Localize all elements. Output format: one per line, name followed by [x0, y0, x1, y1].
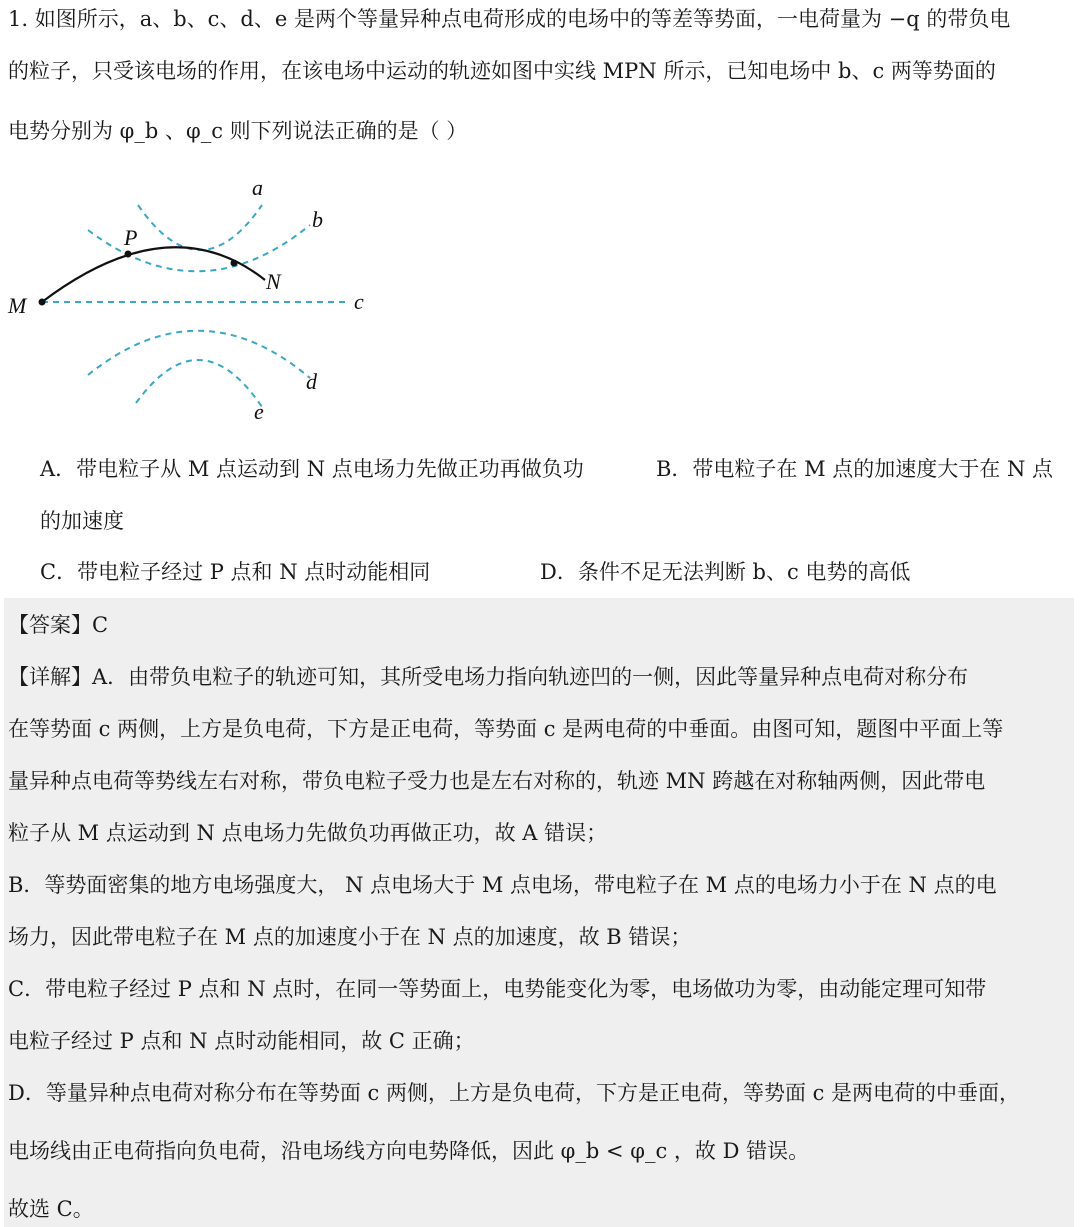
trajectory-MPN [42, 247, 265, 302]
equipotential-figure [0, 175, 380, 425]
point-N-dot [231, 260, 238, 267]
equipotential-a [138, 205, 262, 250]
option-D: D．条件不足无法判断 b、c 电势的高低 [540, 560, 911, 584]
equipotential-d [88, 331, 310, 378]
answer-line: 【答案】C [8, 613, 109, 637]
explanation-line: C．带电粒子经过 P 点和 N 点时，在同一等势面上，电势能变化为零，电场做功为零，由动能定理可知带 [8, 977, 987, 1001]
explanation-line: 电场线由正电荷指向负电荷，沿电场线方向电势降低，因此 φ_b < φ_c ，故 D 错误。 [8, 1139, 810, 1163]
option-A-cont: 的加速度 [40, 509, 124, 533]
label-M: M [8, 293, 27, 318]
explanation-line: 在等势面 c 两侧，上方是负电荷，下方是正电荷，等势面 c 是两电荷的中垂面。由图可知，题图中平面上等 [8, 717, 1004, 741]
option-C: C．带电粒子经过 P 点和 N 点时动能相同 [40, 560, 431, 584]
point-P [125, 251, 132, 258]
option-A: A．带电粒子从 M 点运动到 N 点电场力先做正功再做负功 [40, 457, 584, 481]
explanation-line: B．等势面密集的地方电场强度大， N 点电场大于 M 点电场，带电粒子在 M 点的电场力小于在 N 点的电 [8, 873, 997, 897]
label-e: e [254, 399, 264, 424]
label-d: d [306, 369, 317, 394]
question-line-1: 1. 如图所示，a、b、c、d、e 是两个等量异种点电荷形成的电场中的等差等势面，一电荷量为 −q 的带负电 [8, 7, 1011, 31]
equipotential-e [136, 360, 262, 407]
point-M [39, 299, 46, 306]
explanation-line: D．等量异种点电荷对称分布在等势面 c 两侧，上方是负电荷，下方是正电荷，等势面 c 是两电荷的中垂面， [8, 1081, 1021, 1105]
conclusion-line: 故选 C。 [8, 1197, 94, 1221]
question-line-3: 电势分别为 φ_b 、φ_c 则下列说法正确的是（ ） [8, 119, 468, 143]
option-B: B．带电粒子在 M 点的加速度大于在 N 点 [656, 457, 1054, 481]
explanation-line: 电粒子经过 P 点和 N 点时动能相同，故 C 正确； [8, 1029, 475, 1053]
explanation-line: 粒子从 M 点运动到 N 点电场力先做负功再做正功，故 A 错误； [8, 821, 608, 845]
label-N: N [266, 269, 281, 294]
explanation-line: 量异种点电荷等势线左右对称，带负电粒子受力也是左右对称的，轨迹 MN 跨越在对称轴两侧，因此带电 [8, 769, 986, 793]
label-a: a [252, 175, 263, 200]
question-line-2: 的粒子，只受该电场的作用，在该电场中运动的轨迹如图中实线 MPN 所示，已知电场中 b、c 两等势面的 [8, 59, 996, 83]
explanation-line: 【详解】A．由带负电粒子的轨迹可知，其所受电场力指向轨迹凹的一侧，因此等量异种点电荷对称分布 [8, 665, 969, 689]
explanation-line: 场力，因此带电粒子在 M 点的加速度小于在 N 点的加速度，故 B 错误； [8, 925, 692, 949]
label-b: b [312, 207, 323, 232]
label-P: P [124, 225, 138, 250]
solution-panel [4, 598, 1074, 1227]
label-c: c [354, 289, 364, 314]
